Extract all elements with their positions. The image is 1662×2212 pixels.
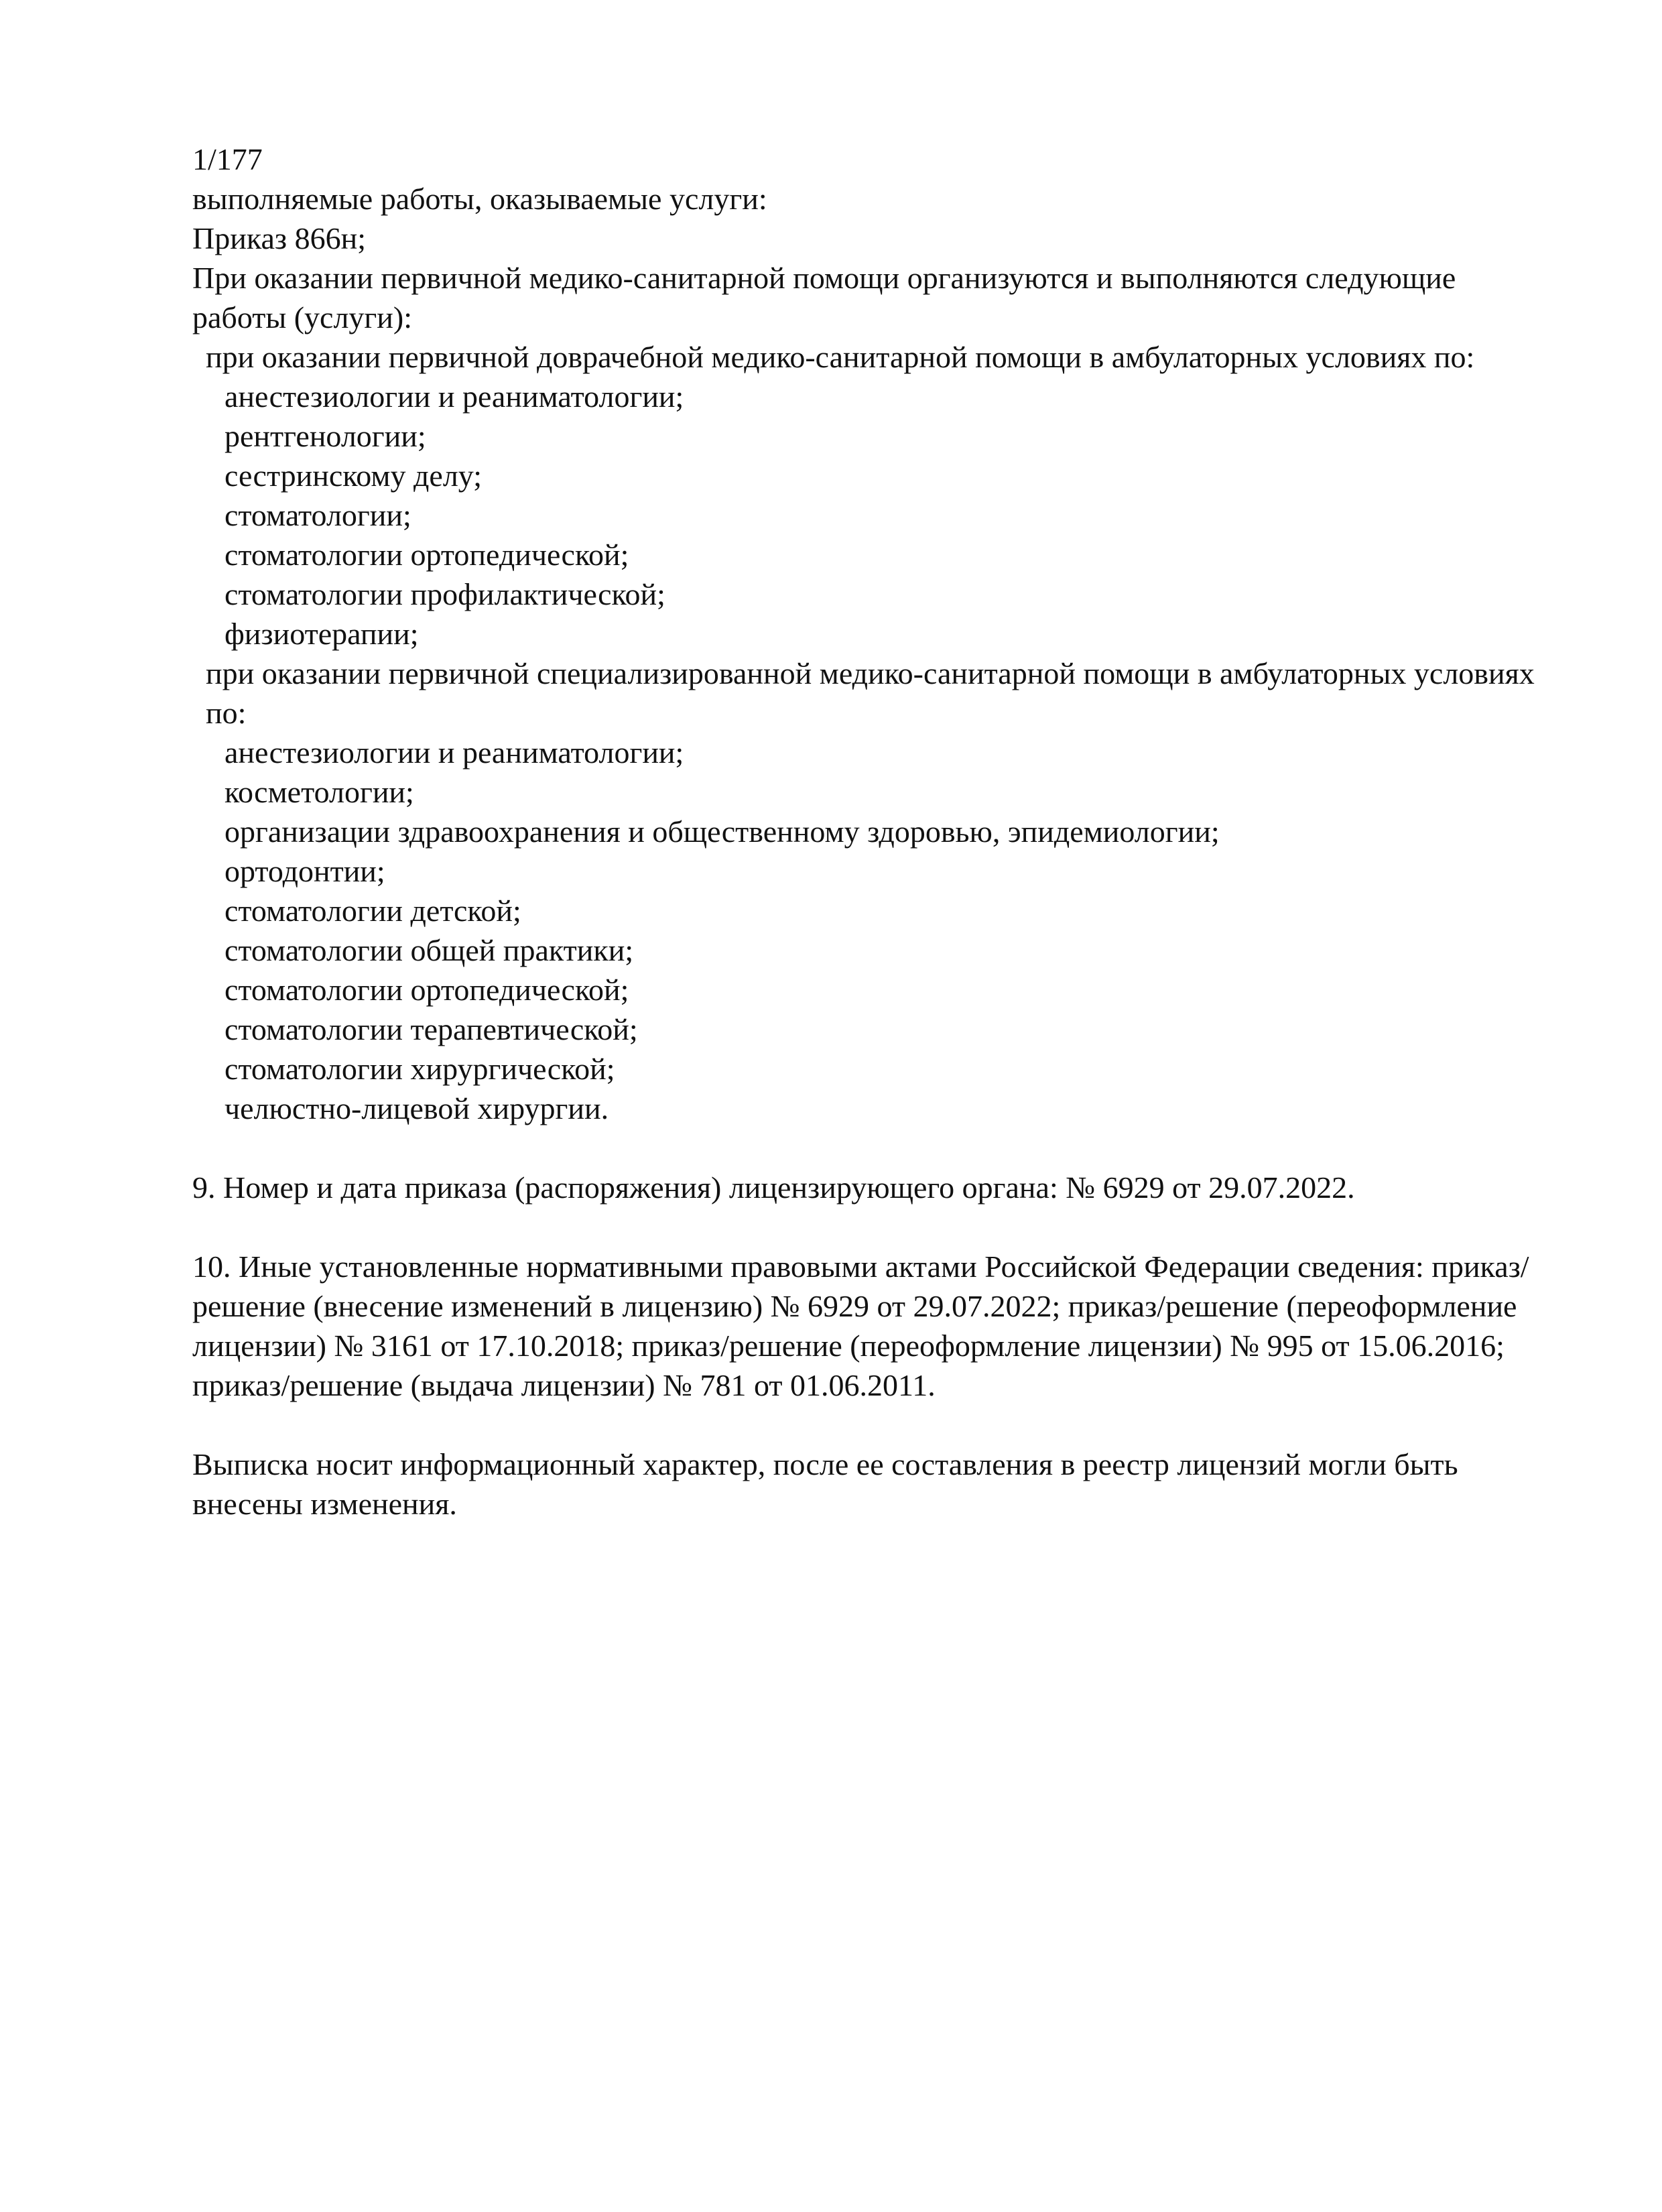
service-item: анестезиологии и реаниматологии; xyxy=(225,735,684,770)
service-item: рентгенологии; xyxy=(225,419,426,453)
general-statement: При оказании первичной медико-санитарной помощи организуются и выполняются следующие работы (услуги): xyxy=(192,261,1456,334)
other-info: 10. Иные установленные нормативными правовыми актами Российской Федерации сведения: приказ/решение (внесение изменений в лицензию) № 6929 от 29.07.2022; приказ/решение (переоформление лицензии) № 3161 от 17.10.2018; приказ/решение (переоформление лицензии) № 995 от 15.06.2016; приказ/решение (выдача лицензии) № 781 от 01.06.2011. xyxy=(192,1249,1529,1402)
service-list-special xyxy=(192,733,1553,1128)
paragraph-gap xyxy=(192,1128,1553,1168)
service-item: косметологии; xyxy=(225,775,414,809)
disclaimer: Выписка носит информационный характер, после ее составления в реестр лицензий могли быть внесены изменения. xyxy=(192,1447,1458,1521)
section-heading-special: при оказании первичной специализированной медико-санитарной помощи в амбулаторных условиях по: xyxy=(206,656,1535,730)
service-item: организации здравоохранения и общественному здоровью, эпидемиологии; xyxy=(225,814,1220,849)
service-item: стоматологии профилактической; xyxy=(225,577,665,611)
service-item: ортодонтии; xyxy=(225,854,385,888)
section-heading-prevrach: при оказании первичной доврачебной медико-санитарной помощи в амбулаторных условиях по: xyxy=(206,340,1475,374)
service-item: физиотерапии; xyxy=(225,617,419,651)
service-list-prevrach xyxy=(192,377,1553,654)
document-body xyxy=(192,139,1553,1524)
order-number-date: 9. Номер и дата приказа (распоряжения) лицензирующего органа: № 6929 от 29.07.2022. xyxy=(192,1170,1355,1205)
paragraph-gap xyxy=(192,1207,1553,1247)
intro-label: выполняемые работы, оказываемые услуги: xyxy=(192,182,767,216)
paragraph-gap xyxy=(192,1405,1553,1445)
service-item: стоматологии ортопедической; xyxy=(225,538,629,572)
service-item: стоматологии; xyxy=(225,498,411,532)
service-item: стоматологии хирургической; xyxy=(225,1052,615,1086)
service-item: стоматологии ортопедической; xyxy=(225,973,629,1007)
service-item: челюстно-лицевой хирургии. xyxy=(225,1091,609,1125)
page-number: 1/177 xyxy=(192,142,263,176)
service-item: стоматологии общей практики; xyxy=(225,933,634,967)
service-item: сестринскому делу; xyxy=(225,458,482,493)
service-item: анестезиологии и реаниматологии; xyxy=(225,379,684,414)
order-reference: Приказ 866н; xyxy=(192,221,366,255)
service-item: стоматологии детской; xyxy=(225,894,521,928)
service-item: стоматологии терапевтической; xyxy=(225,1012,638,1046)
